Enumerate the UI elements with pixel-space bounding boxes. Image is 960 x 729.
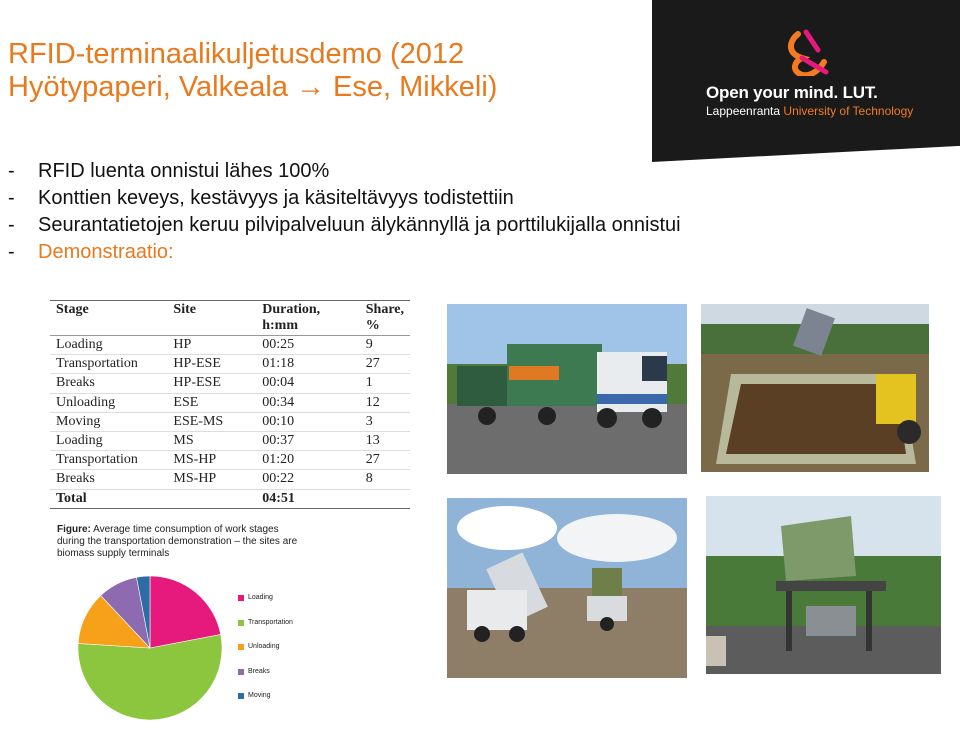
table-cell: Breaks — [50, 374, 167, 393]
stage-share-pie-chart — [75, 573, 225, 723]
table-cell: Transportation — [50, 451, 167, 470]
slide-title-line2: Hyötypaperi, Valkeala → Ese, Mikkeli) — [8, 71, 498, 103]
table-header-cell: Stage — [50, 301, 167, 336]
table-cell: 04:51 — [256, 489, 360, 508]
logo-tagline: Open your mind. LUT. — [706, 83, 878, 102]
bullet-item — [8, 212, 681, 239]
table-header-cell: Site — [167, 301, 256, 336]
bullet-dash: - — [8, 160, 15, 182]
logo-panel — [652, 0, 960, 162]
table-row — [50, 336, 410, 355]
table-total-row — [50, 489, 410, 508]
bullet-dash: - — [8, 187, 15, 209]
table-cell: 8 — [360, 470, 410, 489]
table-cell: HP-ESE — [167, 355, 256, 374]
table-row — [50, 374, 410, 393]
table-cell: Loading — [50, 336, 167, 355]
legend-label: Moving — [248, 692, 271, 699]
table-cell: 13 — [360, 431, 410, 450]
table-cell: Total — [50, 489, 167, 508]
legend-label: Loading — [248, 594, 273, 601]
table-cell: HP-ESE — [167, 374, 256, 393]
table-cell: Breaks — [50, 470, 167, 489]
bullet-text: Konttien keveys, kestävyys ja käsiteltävyys todistettiin — [38, 187, 514, 209]
bullet-item — [8, 185, 681, 212]
slide-title — [8, 38, 648, 104]
figure-caption — [57, 524, 307, 560]
table-cell: Loading — [50, 431, 167, 450]
legend-item-transportation — [238, 619, 293, 644]
table-cell: Moving — [50, 412, 167, 431]
table-header-row — [50, 301, 410, 336]
legend-swatch — [238, 644, 244, 650]
table-row — [50, 451, 410, 470]
bullet-text: RFID luenta onnistui lähes 100% — [38, 160, 330, 182]
table-cell: 00:04 — [256, 374, 360, 393]
slide-title-line1: RFID-terminaalikuljetusdemo (2012 — [8, 38, 465, 70]
table-header-cell: Share, % — [360, 301, 410, 336]
table-cell: 1 — [360, 374, 410, 393]
pie-legend — [238, 594, 293, 717]
table-cell: MS-HP — [167, 451, 256, 470]
logo-university — [706, 104, 913, 118]
tipping-station-photo — [706, 496, 941, 674]
legend-label: Unloading — [248, 643, 280, 650]
table-cell: Unloading — [50, 393, 167, 412]
table-cell — [360, 489, 410, 508]
table-cell: Transportation — [50, 355, 167, 374]
container-truck-photo — [447, 304, 687, 474]
legend-label: Breaks — [248, 667, 270, 675]
legend-swatch — [238, 620, 244, 626]
table-cell — [167, 489, 256, 508]
table-cell: MS-HP — [167, 470, 256, 489]
table-row — [50, 412, 410, 431]
legend-item-unloading — [238, 643, 293, 668]
table-cell: 27 — [360, 451, 410, 470]
table-cell: ESE — [167, 393, 256, 412]
wood-chip-container-photo — [701, 304, 929, 472]
legend-item-breaks — [238, 668, 293, 693]
bullet-list — [8, 158, 681, 266]
legend-swatch — [238, 595, 244, 601]
logo-text — [706, 83, 913, 118]
lut-logo-icon — [784, 28, 830, 76]
table-cell: 00:22 — [256, 470, 360, 489]
table-row — [50, 431, 410, 450]
table-cell: 27 — [360, 355, 410, 374]
table-cell: 00:10 — [256, 412, 360, 431]
legend-item-loading — [238, 594, 293, 619]
table-cell: HP — [167, 336, 256, 355]
legend-label: Transportation — [248, 618, 293, 626]
table-cell: 00:34 — [256, 393, 360, 412]
bullet-text: Seurantatietojen keruu pilvipalveluun älykännyllä ja porttilukijalla onnistui — [38, 214, 681, 236]
table-row — [50, 393, 410, 412]
bullet-dash: - — [8, 241, 15, 263]
tipper-truck-photo — [447, 498, 687, 678]
table-cell: 9 — [360, 336, 410, 355]
legend-item-moving — [238, 692, 293, 717]
figure-caption-label: Figure: — [57, 524, 91, 535]
table-cell: ESE-MS — [167, 412, 256, 431]
table-cell: 12 — [360, 393, 410, 412]
table-row — [50, 470, 410, 489]
bullet-dash: - — [8, 214, 15, 236]
logo-university-accent: University of Technology — [783, 104, 914, 118]
legend-swatch — [238, 693, 244, 699]
bullet-item — [8, 158, 681, 185]
legend-swatch — [238, 669, 244, 675]
table-cell: 01:18 — [256, 355, 360, 374]
table-cell: 3 — [360, 412, 410, 431]
figure-caption-text: Average time consumption of work stages during the transportation demonstration – the sites are biomass supply terminals — [57, 524, 298, 559]
bullet-text: Demonstraatio: — [38, 241, 174, 263]
table-cell: 00:37 — [256, 431, 360, 450]
stage-duration-table — [50, 300, 410, 509]
table-body — [50, 336, 410, 509]
table-header-cell: Duration, h:mm — [256, 301, 360, 336]
table-cell: 00:25 — [256, 336, 360, 355]
logo-university-name: Lappeenranta — [706, 104, 784, 118]
table-cell: MS — [167, 431, 256, 450]
table-row — [50, 355, 410, 374]
bullet-item — [8, 239, 681, 266]
table-cell: 01:20 — [256, 451, 360, 470]
